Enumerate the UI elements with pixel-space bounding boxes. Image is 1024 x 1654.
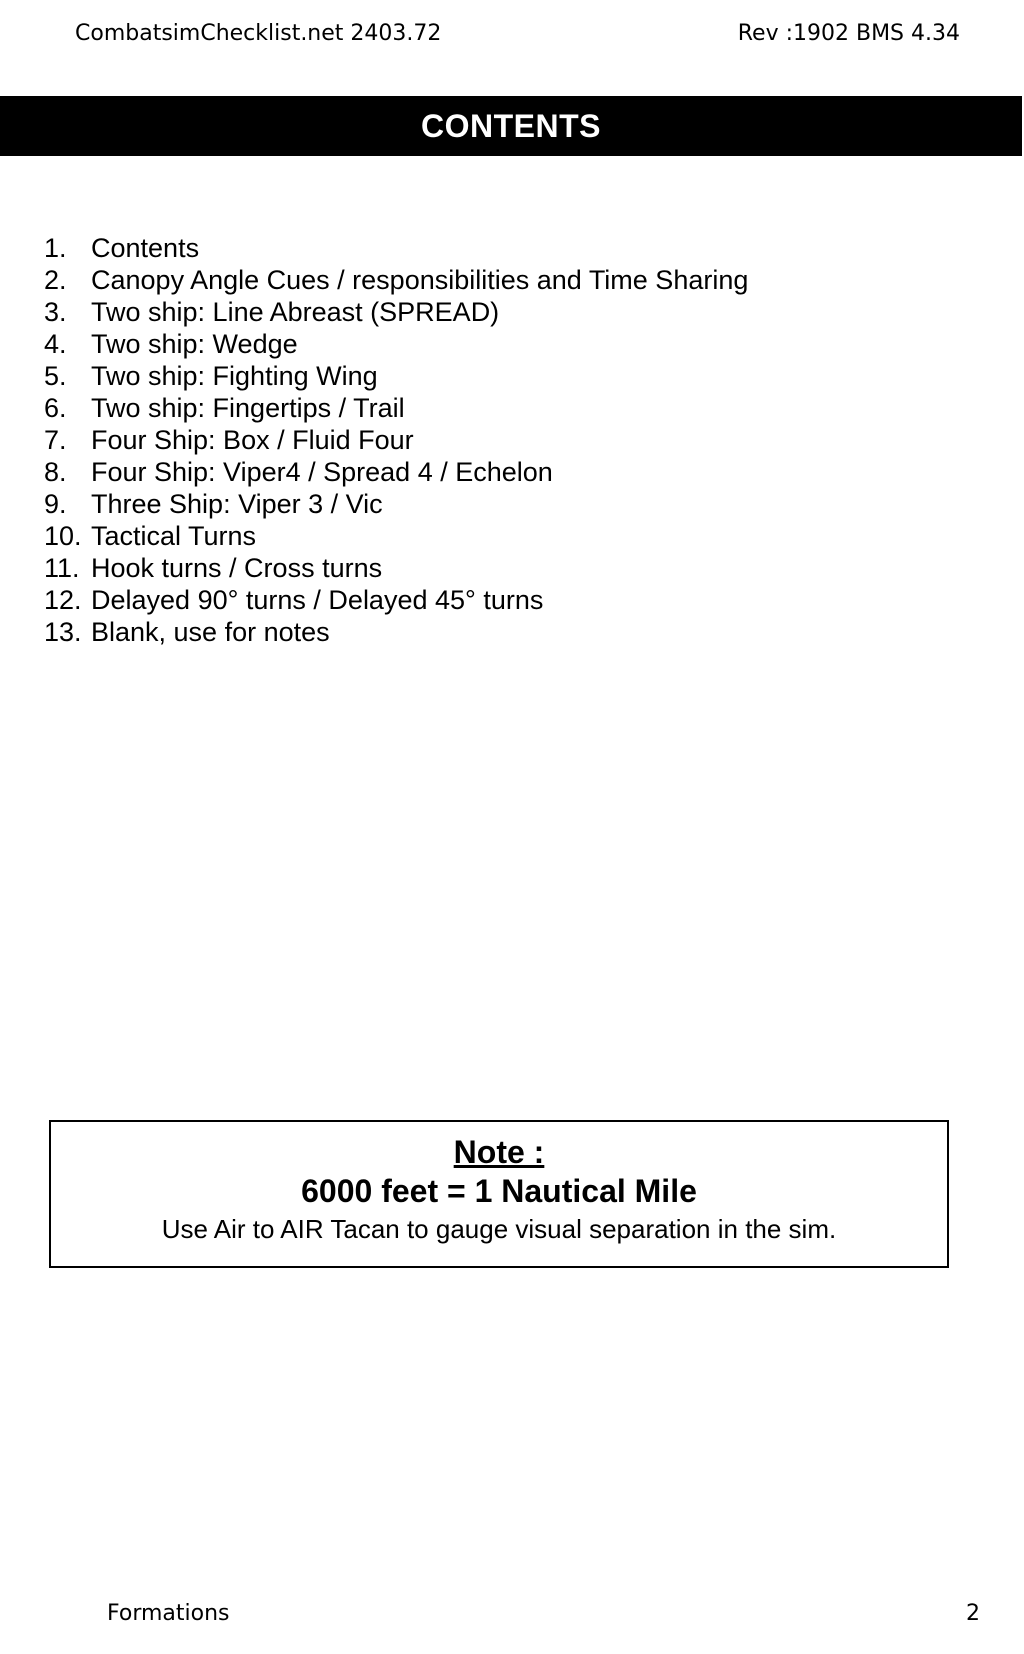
contents-item-number: 9.: [44, 489, 67, 519]
contents-item: [44, 456, 748, 488]
contents-item-number: 10.: [44, 521, 82, 551]
contents-item: [44, 584, 748, 616]
contents-item: [44, 552, 748, 584]
contents-item-text: Two ship: Fingertips / Trail: [91, 393, 405, 423]
contents-item-number: 12.: [44, 585, 82, 615]
contents-item-text: Two ship: Line Abreast (SPREAD): [91, 297, 500, 327]
contents-item-text: Delayed 90° turns / Delayed 45° turns: [91, 585, 544, 615]
note-conversion: 6000 feet = 1 Nautical Mile: [301, 1173, 697, 1209]
contents-list: [44, 232, 748, 648]
contents-item: [44, 232, 748, 264]
contents-item-number: 6.: [44, 393, 67, 423]
contents-item-number: 4.: [44, 329, 67, 359]
contents-item-text: Four Ship: Viper4 / Spread 4 / Echelon: [91, 457, 553, 487]
contents-item-text: Canopy Angle Cues / responsibilities and Time Sharing: [91, 265, 749, 295]
header-site-version: CombatsimChecklist.net 2403.72: [75, 21, 442, 46]
contents-item-text: Two ship: Wedge: [91, 329, 298, 359]
note-instruction: Use Air to AIR Tacan to gauge visual separation in the sim.: [161, 1214, 837, 1244]
header-revision: Rev :1902 BMS 4.34: [737, 21, 960, 46]
contents-item: [44, 264, 748, 296]
contents-item: [44, 360, 748, 392]
contents-item-number: 3.: [44, 297, 67, 327]
contents-item-number: 7.: [44, 425, 67, 455]
contents-item-text: Tactical Turns: [91, 521, 257, 551]
contents-item-text: Hook turns / Cross turns: [91, 553, 383, 583]
contents-item-text: Four Ship: Box / Fluid Four: [91, 425, 414, 455]
contents-item-number: 11.: [44, 553, 80, 583]
contents-item: [44, 616, 748, 648]
note-title: Note :: [453, 1134, 545, 1170]
contents-item-number: 13.: [44, 617, 82, 647]
contents-item-text: Contents: [91, 233, 200, 263]
footer-page-number: 2: [966, 1601, 980, 1626]
contents-item-text: Two ship: Fighting Wing: [91, 361, 378, 391]
note-box: [49, 1120, 949, 1268]
footer-section-name: Formations: [107, 1601, 230, 1626]
contents-item-number: 1.: [44, 233, 67, 263]
page-title: CONTENTS: [421, 107, 601, 144]
contents-item: [44, 296, 748, 328]
contents-item: [44, 520, 748, 552]
contents-item-text: Blank, use for notes: [91, 617, 330, 647]
contents-item: [44, 328, 748, 360]
contents-item-number: 5.: [44, 361, 67, 391]
contents-item: [44, 392, 748, 424]
contents-item-number: 2.: [44, 265, 67, 295]
contents-title-bar: [0, 96, 1022, 156]
contents-item: [44, 424, 748, 456]
contents-item-text: Three Ship: Viper 3 / Vic: [91, 489, 383, 519]
contents-item-number: 8.: [44, 457, 67, 487]
contents-item: [44, 488, 748, 520]
